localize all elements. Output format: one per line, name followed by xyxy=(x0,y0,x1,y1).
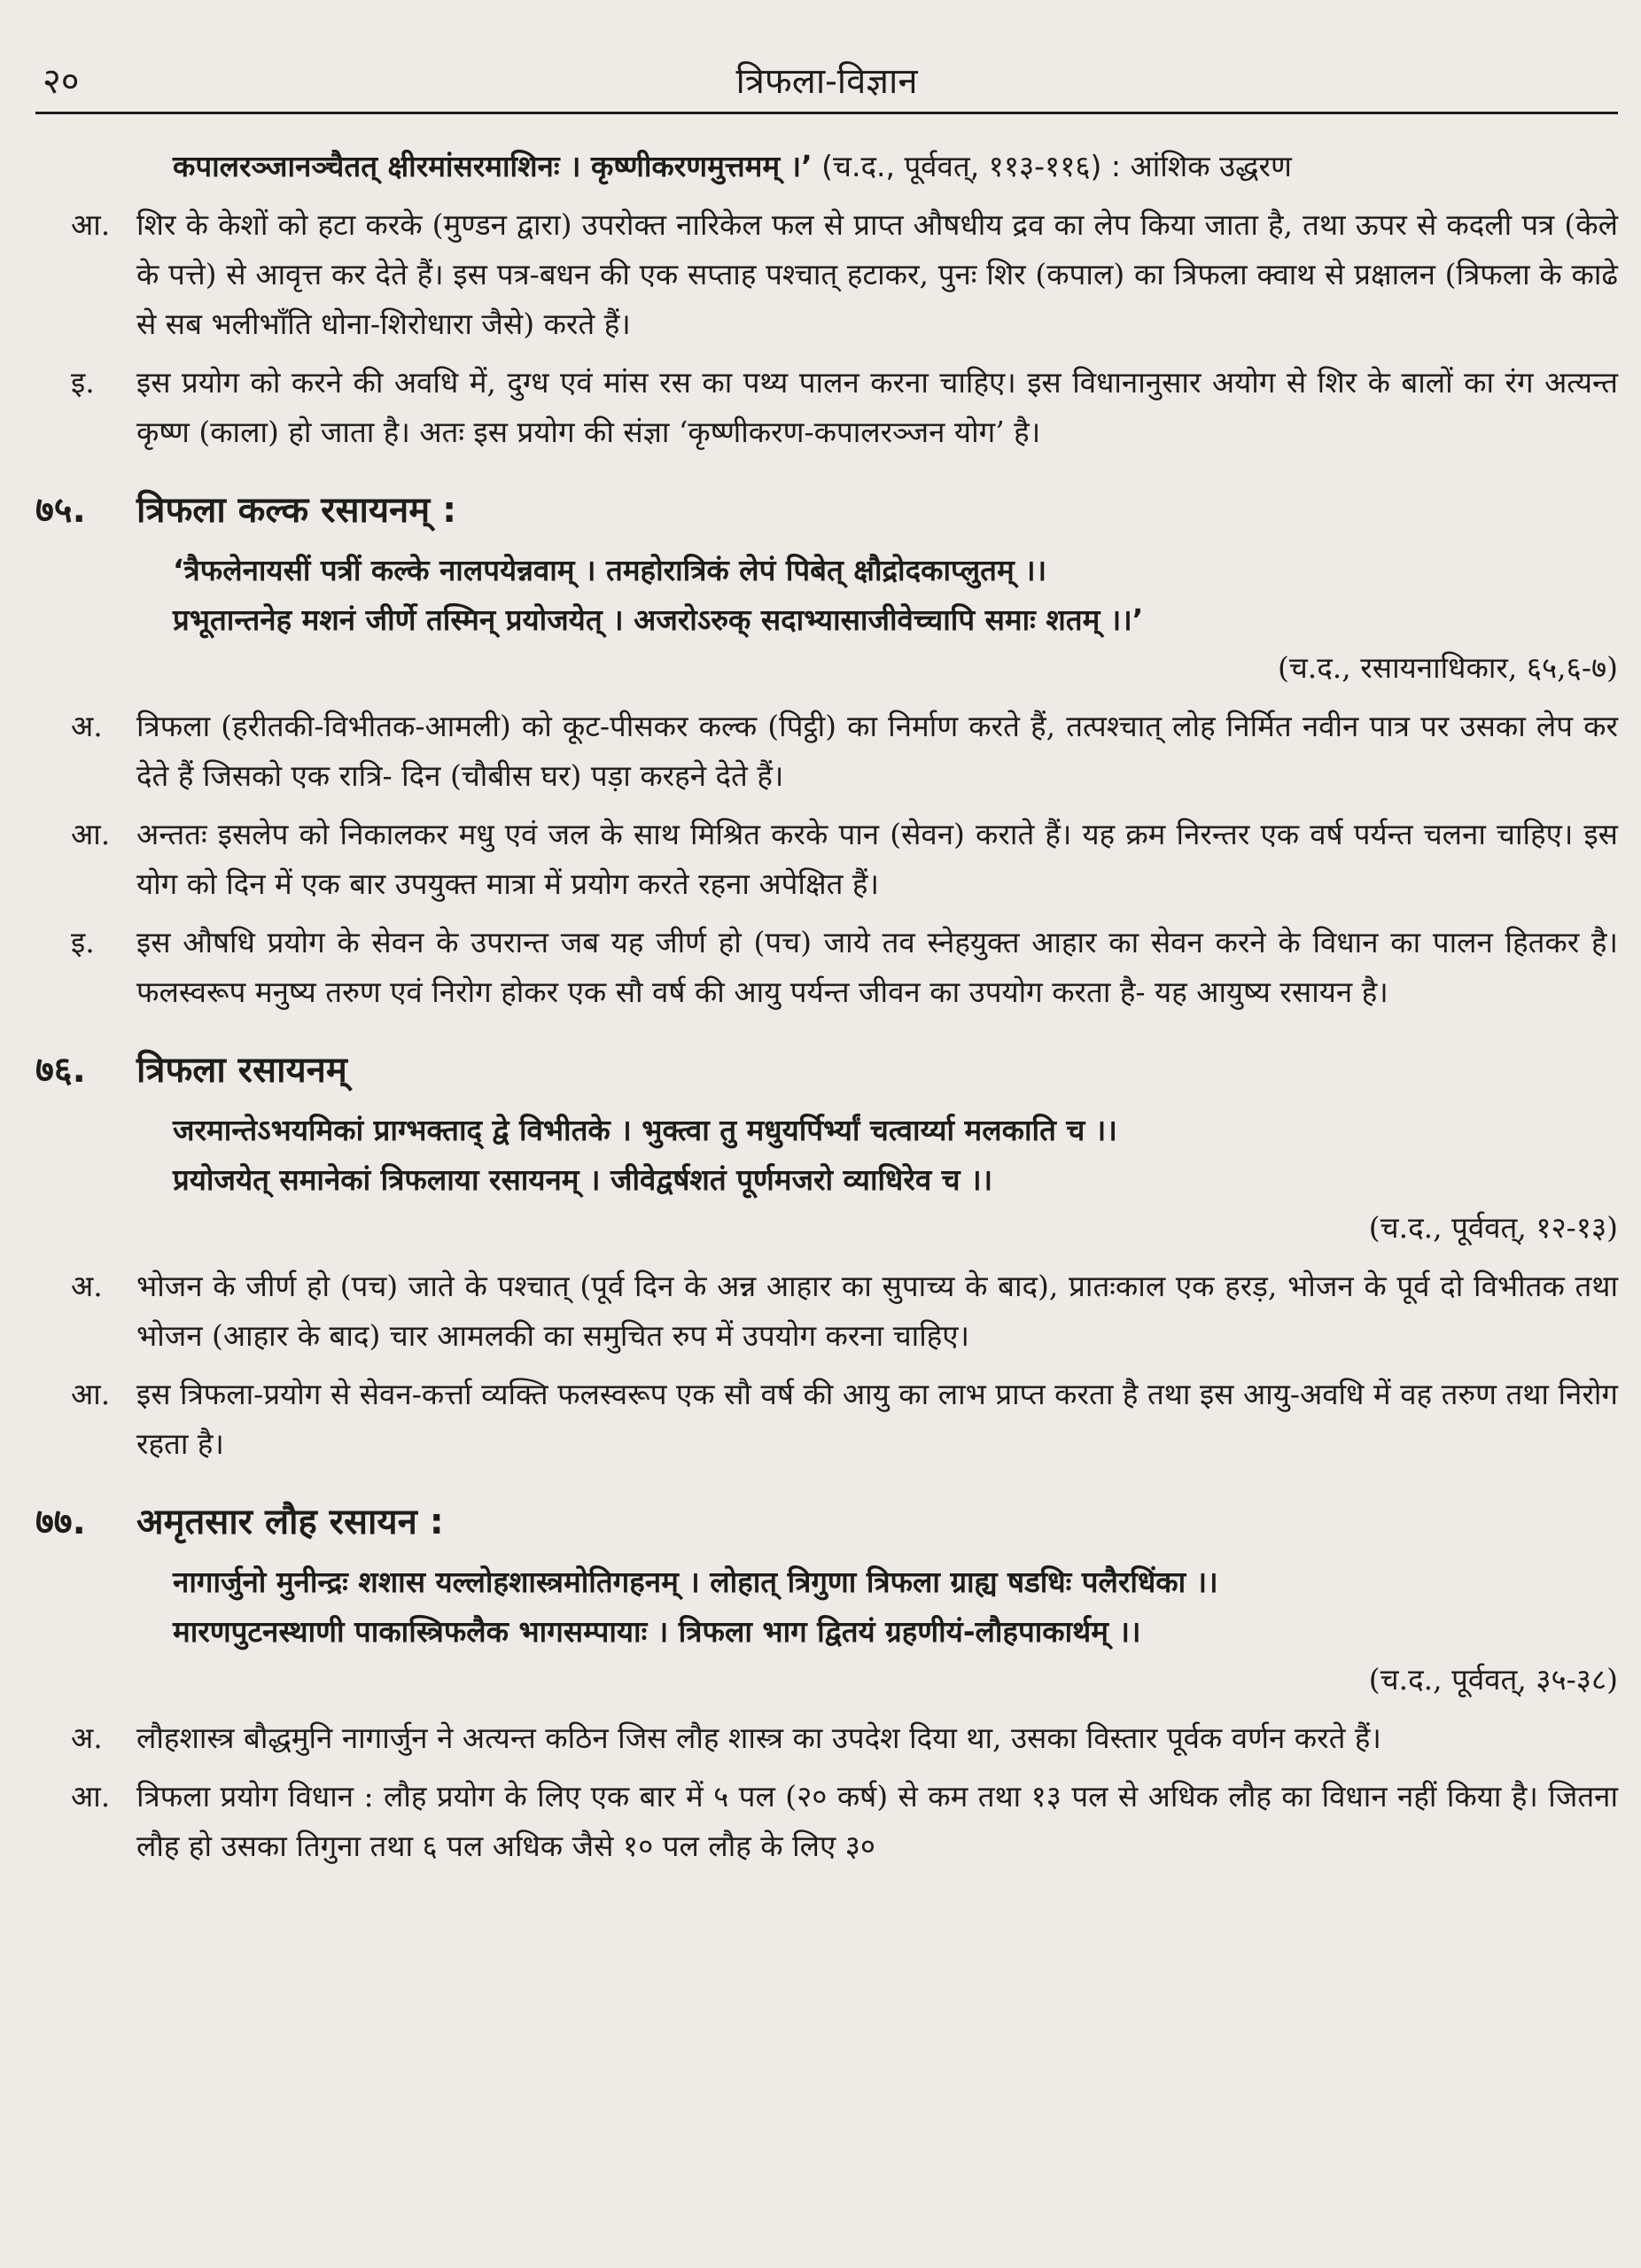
item-text: शिर के केशों को हटा करके (मुण्डन द्वारा) उपरोक्त नारिकेल फल से प्राप्त औषधीय द्रव का लेप किया जाता है, तथा ऊपर से कदली पत्र (केले के पत्ते) से आवृत्त कर देते हैं। इस पत्र-बधन की एक सप्ताह पश्चात् हटाकर, पुनः शिर (कपाल) का त्रिफला क्वाथ से प्रक्षालन (त्रिफला के काढे से सब भलीभाँति धोना-शिरोधारा जैसे) करते हैं। xyxy=(136,207,1618,341)
item-text: अन्ततः इसलेप को निकालकर मधु एवं जल के साथ मिश्रित करके पान (सेवन) कराते हैं। यह क्रम निरन्तर एक वर्ष पर्यन्त चलना चाहिए। इस योग को दिन में एक बार उपयुक्त मात्रा में प्रयोग करते रहना अपेक्षित हैं। xyxy=(136,817,1618,901)
item-text: भोजन के जीर्ण हो (पच) जाते के पश्चात् (पूर्व दिन के अन्न आहार का सुपाच्य के बाद), प्रातःकाल एक हरड़, भोजन के पूर्व दो विभीतक तथा भोजन (आहार के बाद) चार आमलकी का समुचित रुप में उपयोग करना चाहिए। xyxy=(136,1269,1618,1353)
page-header xyxy=(35,53,1618,114)
section-heading xyxy=(35,1495,1618,1549)
item-text: त्रिफला प्रयोग विधान : लौह प्रयोग के लिए एक बार में ५ पल (२० कर्ष) से कम तथा १३ पल से अधिक लौह का विधान नहीं किया है। जितना लौह हो उसका तिगुना तथा ६ पल अधिक जैसे १० पल लौह के लिए ३० xyxy=(136,1779,1618,1863)
verse-line: प्रभूतान्तनेह मशनं जीर्णे तस्मिन् प्रयोजयेत् । अजरोऽरुक् सदाभ्यासाजीवेच्चापि समाः शतम् ।।’ xyxy=(173,602,1144,637)
list-item xyxy=(35,358,1618,457)
running-title: त्रिफला-विज्ञान xyxy=(735,61,918,102)
intro-verse xyxy=(35,142,1618,191)
list-item xyxy=(35,702,1618,801)
list-item xyxy=(35,918,1618,1017)
item-marker: आ. xyxy=(71,207,111,242)
item-text: इस त्रिफला-प्रयोग से सेवन-कर्त्ता व्यक्ति फलस्वरूप एक सौ वर्ष की आयु का लाभ प्राप्त करता है तथा इस आयु-अवधि में वह तरुण तथा निरोग रहता है। xyxy=(136,1377,1618,1461)
list-item xyxy=(35,200,1618,349)
page-body xyxy=(35,142,1618,1871)
item-text: इस प्रयोग को करने की अवधि में, दुग्ध एवं मांस रस का पथ्य पालन करना चाहिए। इस विधानानुसार अयोग से शिर के बालों का रंग अत्यन्त कृष्ण (काला) हो जाता है। अतः इस प्रयोग की संज्ञा ‘कृष्णीकरण-कपालरञ्जन योग’ है। xyxy=(136,365,1618,449)
item-marker: इ. xyxy=(71,365,95,400)
item-marker: आ. xyxy=(71,817,111,851)
verse-line: जरमान्तेऽभयमिकां प्राग्भक्ताद् द्वे विभीतके । भुक्त्वा तु मधुयर्पिर्भ्यां चत्वार्य्या मलकाति च ।। xyxy=(173,1113,1117,1147)
item-marker: आ. xyxy=(71,1377,111,1411)
section-number: ७५. xyxy=(35,490,86,531)
intro-verse-citation: (च.द., पूर्ववत्, ११३-११६) : आंशिक उद्धरण xyxy=(812,149,1292,183)
section-title: त्रिफला रसायनम् xyxy=(136,1050,347,1091)
list-item xyxy=(35,1772,1618,1871)
list-item xyxy=(35,1262,1618,1361)
page-number: २० xyxy=(43,61,80,102)
item-marker: आ. xyxy=(71,1779,111,1814)
intro-verse-text: कपालरञ्जानञ्चैतत् क्षीरमांसरमाशिनः । कृष्णीकरणमुत्तमम् ।’ xyxy=(173,149,813,183)
verse-line: प्रयोजयेत् समानेकां त्रिफलाया रसायनम् । जीवेद्वर्षशतं पूर्णमजरो व्याधिरेव च ।। xyxy=(173,1162,993,1197)
item-marker: अ. xyxy=(71,1720,103,1755)
item-marker: अ. xyxy=(71,709,103,743)
verse-line: ‘त्रैफलेनायसीं पत्रीं कल्के नालपयेन्नवाम् । तमहोरात्रिकं लेपं पिबेत् क्षौद्रोदकाप्लुतम् ।। xyxy=(173,553,1047,587)
item-text: इस औषधि प्रयोग के सेवन के उपरान्त जब यह जीर्ण हो (पच) जाये तव स्नेहयुक्त आहार का सेवन करने के विधान का पालन हितकर है। फलस्वरूप मनुष्य तरुण एवं निरोग होकर एक सौ वर्ष की आयु पर्यन्त जीवन का उपयोग करता है- यह आयुष्य रसायन है। xyxy=(136,925,1618,1009)
section-heading xyxy=(35,1044,1618,1097)
verse-line: मारणपुटनस्थाणी पाकास्त्रिफलैक भागसम्पायाः । त्रिफला भाग द्वितयं ग्रहणीयं-लौहपाकार्थम् ।। xyxy=(173,1614,1141,1649)
section-title: त्रिफला कल्क रसायनम् : xyxy=(136,490,457,531)
verse-citation: (च.द., पूर्ववत्, १२-१३) xyxy=(1368,1210,1618,1245)
list-item xyxy=(35,1713,1618,1763)
item-text: लौहशास्त्र बौद्धमुनि नागार्जुन ने अत्यन्त कठिन जिस लौह शास्त्र का उपदेश दिया था, उसका विस्तार पूर्वक वर्णन करते हैं। xyxy=(136,1720,1381,1755)
section-title: अमृतसार लौह रसायन : xyxy=(136,1502,444,1542)
item-marker: इ. xyxy=(71,925,95,959)
list-item xyxy=(35,1370,1618,1469)
list-item xyxy=(35,810,1618,909)
item-marker: अ. xyxy=(71,1269,103,1303)
verse-citation: (च.द., पूर्ववत्, ३५-३८) xyxy=(1368,1662,1618,1697)
section-number: ७६. xyxy=(35,1050,86,1091)
verse-line: नागार्जुनो मुनीन्द्रः शशास यल्लोहशास्त्रमोतिगहनम् । लोहात् त्रिगुणा त्रिफला ग्राह्य षडधिः पलैरधिंका ।। xyxy=(173,1565,1218,1599)
item-text: त्रिफला (हरीतकी-विभीतक-आमली) को कूट-पीसकर कल्क (पिट्ठी) का निर्माण करते हैं, तत्पश्चात् लोह निर्मित नवीन पात्र पर उसका लेप कर देते हैं जिसको एक रात्रि- दिन (चौबीस घर) पड़ा करहने देते हैं। xyxy=(136,709,1618,793)
section-number: ७७. xyxy=(35,1502,86,1542)
section-heading xyxy=(35,484,1618,537)
verse-citation: (च.द., रसायनाधिकार, ६५,६-७) xyxy=(1277,650,1618,685)
